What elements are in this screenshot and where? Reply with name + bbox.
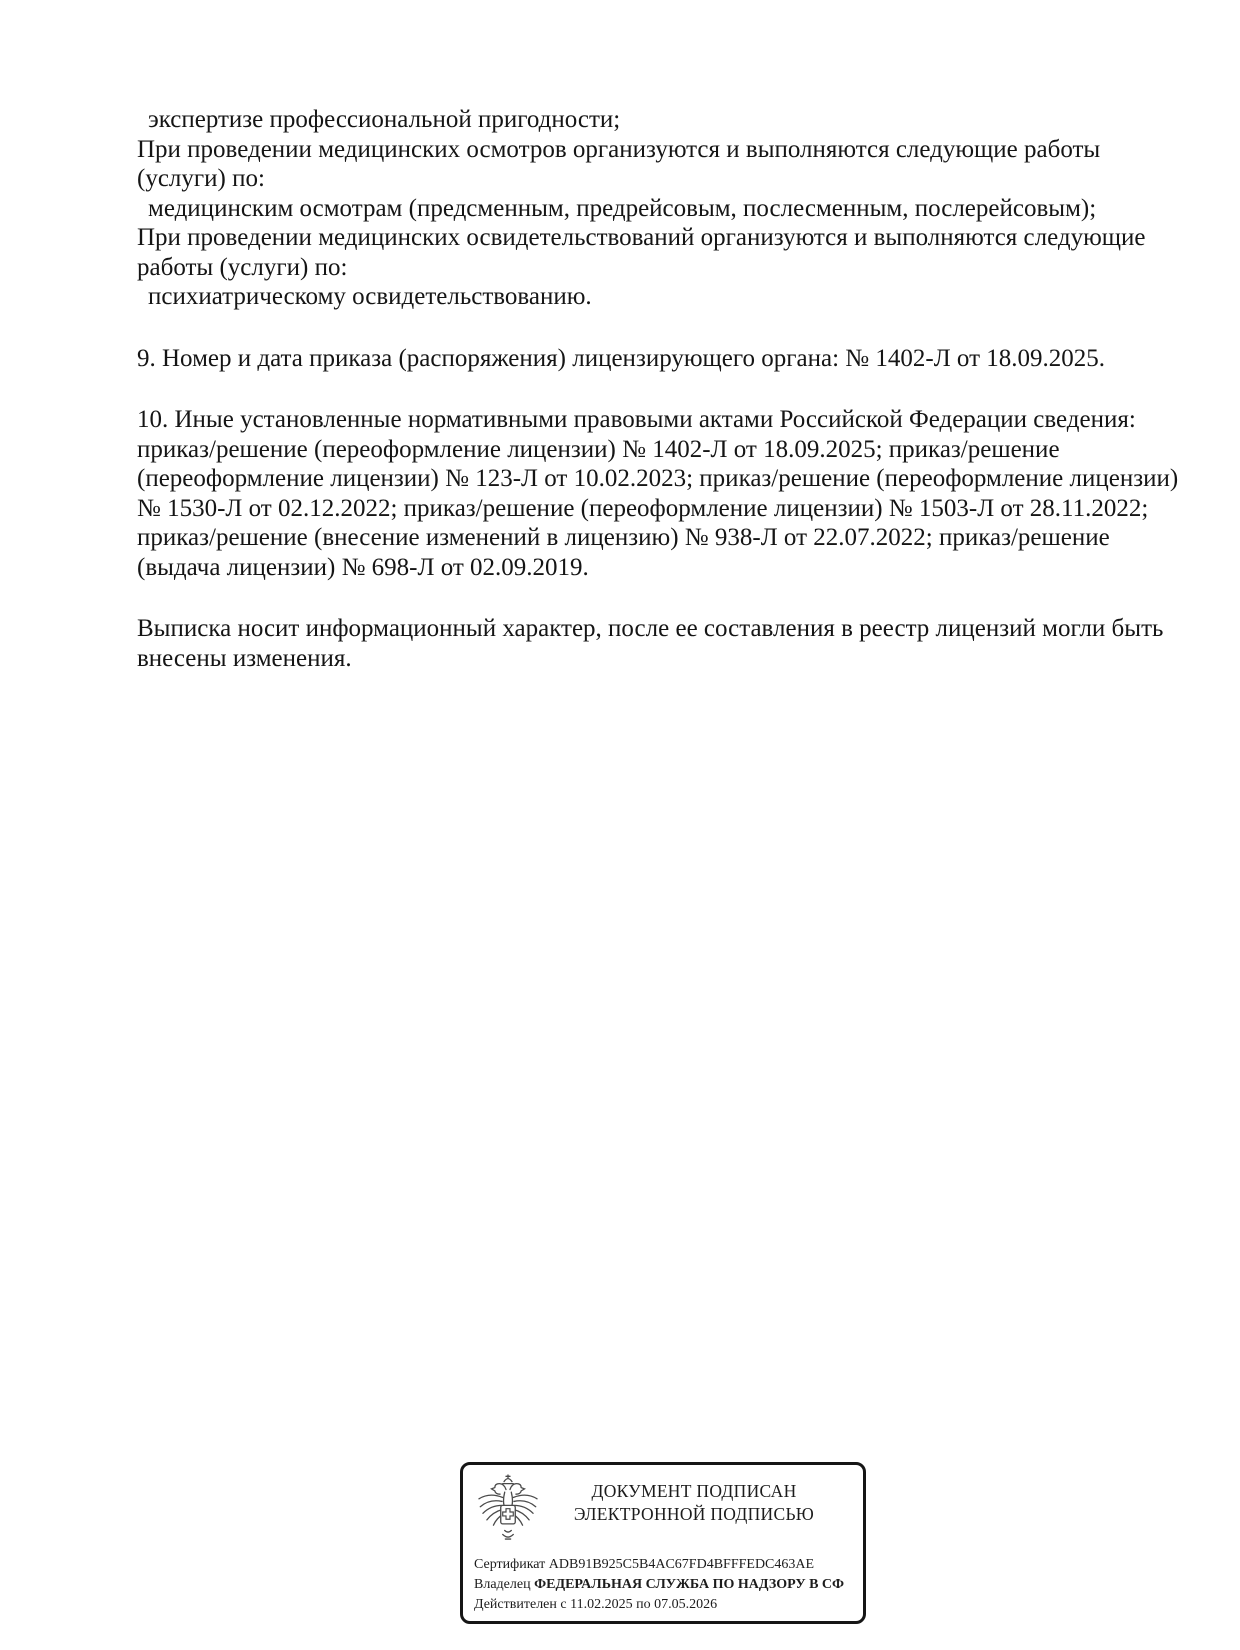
text-line: психиатрическому освидетельствованию. [148,283,592,310]
text-line: приказ/решение (внесение изменений в лицензию) № 938-Л от 22.07.2022; приказ/решение [137,524,1110,551]
stamp-title-line2: ЭЛЕКТРОННОЙ ПОДПИСЬЮ [573,1504,815,1524]
text-line: Выписка носит информационный характер, после ее составления в реестр лицензий могли быть [137,615,1164,642]
text-line: При проведении медицинских осмотров организуются и выполняются следующие работы [137,135,1101,163]
text-line: 9. Номер и дата приказа (распоряжения) лицензирующего органа: № 1402-Л от 18.09.2025. [137,344,1106,372]
text-line: приказ/решение (переоформление лицензии) № 1402-Л от 18.09.2025; приказ/решение [137,435,1060,463]
owner-row [474,1575,863,1595]
validity-text: Действителен с 11.02.2025 по 07.05.2026 [474,1597,718,1612]
text-line: (выдача лицензии) № 698-Л от 02.09.2019. [137,553,589,581]
stamp-title [539,1480,849,1526]
paragraph-disclaimer [137,614,1197,673]
validity-row [474,1595,863,1615]
text-line: экспертизе профессиональной пригодности; [148,106,621,133]
text-line: (переоформление лицензии) № 123-Л от 10.02.2023; приказ/решение (переоформление лицензии) [137,465,1179,492]
text-line: (услуги) по: [137,165,265,192]
text-line: № 1530-Л от 02.12.2022; приказ/решение (переоформление лицензии) № 1503-Л от 28.11.2022; [137,494,1149,522]
text-line: 10. Иные установленные нормативными правовыми актами Российской Федерации сведения: [137,406,1136,433]
certificate-value: ADB91B925C5B4AC67FD4BFFFEDC463AE [548,1557,815,1572]
digital-signature-stamp [460,1462,866,1624]
owner-value: ФЕДЕРАЛЬНАЯ СЛУЖБА ПО НАДЗОРУ В СФ [534,1577,845,1592]
owner-label: Владелец [474,1577,531,1592]
paragraph-services [137,105,1197,312]
text-line: медицинским осмотрам (предсменным, предрейсовым, послесменным, послерейсовым); [148,194,1097,222]
certificate-row [474,1555,863,1575]
roszdravnadzor-eagle-icon [475,1473,541,1547]
text-line: внесены изменения. [137,644,352,672]
paragraph-other-information [137,405,1197,582]
stamp-title-line1: ДОКУМЕНТ ПОДПИСАН [591,1481,797,1501]
document-body [137,105,1197,705]
text-line: работы (услуги) по: [137,253,348,281]
paragraph-order-number [137,344,1197,374]
stamp-info [474,1555,863,1615]
text-line: При проведении медицинских освидетельствований организуются и выполняются следующие [137,224,1146,251]
certificate-label: Сертификат [474,1557,546,1572]
